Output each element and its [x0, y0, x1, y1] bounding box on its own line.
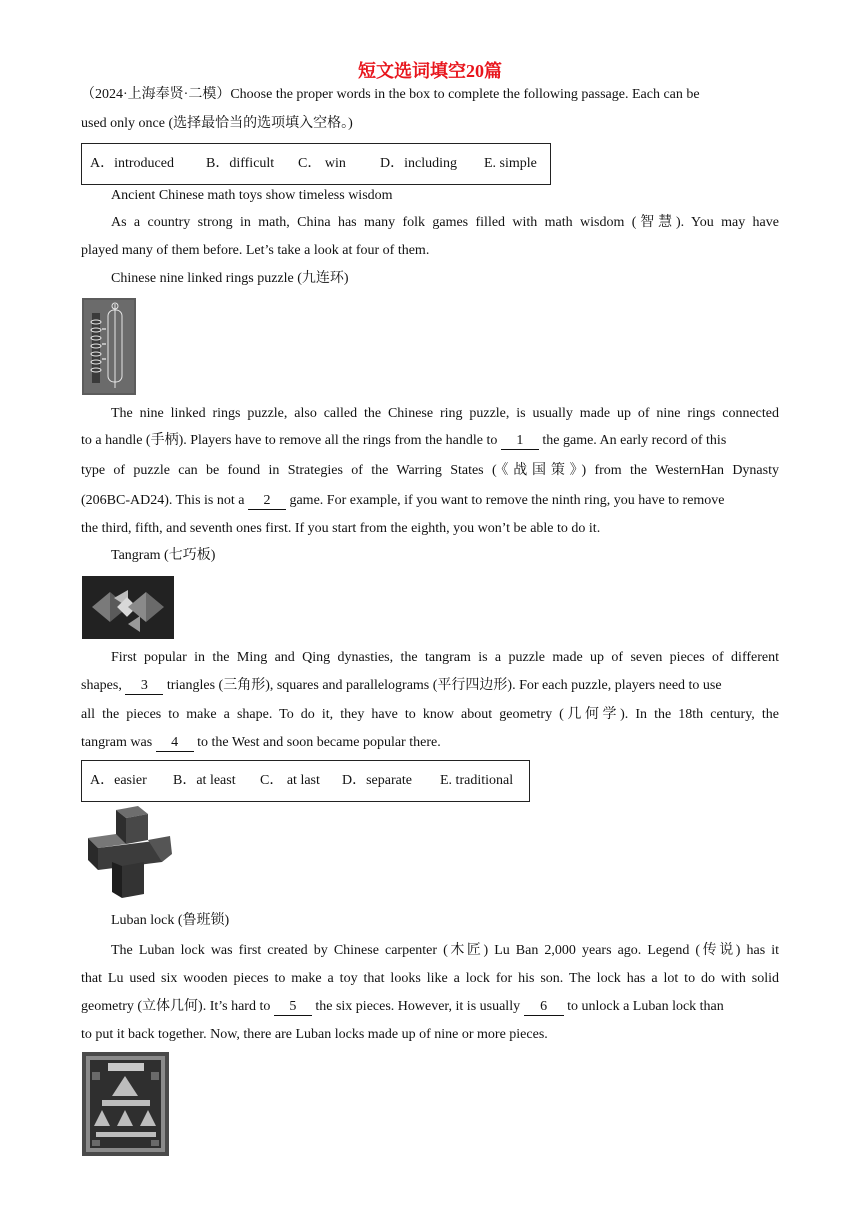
- nine-rings-image: [82, 298, 136, 395]
- luban-lock-image: [82, 804, 178, 901]
- para2-text-4b: game. For example, if you want to remove the ninth ring, you have to remove: [289, 493, 725, 508]
- instructions-line-1: [81, 85, 779, 105]
- option-e-simple: E. simple: [484, 156, 537, 171]
- blank-2[interactable]: 2: [248, 493, 286, 510]
- para4-text-3b: the six pieces. However, it is usually: [315, 999, 521, 1014]
- heading-luban-lock: Luban lock (鲁班锁): [111, 913, 230, 928]
- para4-text-3c: to unlock a Luban lock than: [567, 999, 724, 1014]
- para2-line-5: the third, fifth, and seventh ones first. If you start from the eighth, you won’t be able to do it.: [81, 521, 601, 536]
- para2-text-4a: (206BC-AD24). This is not a: [81, 493, 245, 508]
- option-e-traditional: E. traditional: [440, 773, 514, 788]
- para1-line-2: played many of them before. Let’s take a look at four of them.: [81, 243, 430, 258]
- option-b-difficult: B．difficult: [206, 156, 275, 171]
- para4-text-3a: geometry (立体几何). It’s hard to: [81, 999, 271, 1014]
- para3-text-4b: to the West and soon became popular there.: [197, 735, 441, 750]
- option-a-easier: A．easier: [90, 773, 147, 788]
- para3-line-3: all the pieces to make a shape. To do it, they have to know about geometry (几何学). In the 18th century, the: [81, 707, 779, 722]
- instructions-text: Choose the proper words in the box to complete the following passage. Each can be: [230, 87, 700, 102]
- para3-line-4: [81, 733, 779, 753]
- para3-text-4a: tangram was: [81, 735, 153, 750]
- blank-5[interactable]: 5: [274, 999, 312, 1016]
- para3-line-2: [81, 676, 779, 696]
- blank-1[interactable]: 1: [501, 433, 539, 450]
- passage-title: Ancient Chinese math toys show timeless wisdom: [111, 188, 393, 203]
- option-a-introduced: A．introduced: [90, 156, 174, 171]
- para1-line-1: As a country strong in math, China has many folk games filled with math wisdom (智慧). You may have: [111, 215, 779, 230]
- option-d-separate: D．separate: [342, 773, 412, 788]
- para2-text-2a: to a handle (手柄). Players have to remove all the rings from the handle to: [81, 433, 498, 448]
- blank-6[interactable]: 6: [524, 999, 564, 1016]
- document-title: 短文选词填空20篇: [358, 61, 502, 81]
- para3-text-2a: shapes,: [81, 678, 122, 693]
- instructions-line-2: used only once (选择最恰当的选项填入空格。): [81, 116, 353, 131]
- blank-3[interactable]: 3: [125, 678, 163, 695]
- heading-nine-rings: Chinese nine linked rings puzzle (九连环): [111, 271, 349, 286]
- para2-line-3: type of puzzle can be found in Strategies of the Warring States (《战国策》) from the WesternHan Dynasty: [81, 463, 779, 478]
- puzzle-board-image: [82, 1052, 169, 1156]
- para4-line-4: to put it back together. Now, there are Luban locks made up of nine or more pieces.: [81, 1027, 548, 1042]
- option-c-win: C． win: [298, 156, 346, 171]
- para4-line-1: The Luban lock was first created by Chinese carpenter (木匠) Lu Ban 2,000 years ago. Legend (传说) has it: [111, 943, 779, 958]
- option-c-at-last: C． at last: [260, 773, 320, 788]
- para2-text-2b: the game. An early record of this: [542, 433, 727, 448]
- tangram-image: [82, 576, 174, 639]
- option-b-at-least: B．at least: [173, 773, 236, 788]
- option-d-including: D．including: [380, 156, 457, 171]
- source-tag: （2024·上海奉贤·二模）: [81, 87, 231, 102]
- para3-text-2b: triangles (三角形), squares and parallelograms (平行四边形). For each puzzle, players need to use: [166, 678, 722, 693]
- para4-line-2: that Lu used six wooden pieces to make a toy that looks like a lock for his son. The lock has a lot to do with solid: [81, 971, 779, 986]
- heading-tangram: Tangram (七巧板): [111, 548, 216, 563]
- para2-line-2: [81, 431, 779, 451]
- blank-4[interactable]: 4: [156, 735, 194, 752]
- word-box-2: [81, 760, 530, 802]
- para4-line-3: [81, 997, 779, 1017]
- para3-line-1: First popular in the Ming and Qing dynasties, the tangram is a puzzle made up of seven pieces of different: [111, 650, 779, 665]
- word-box-1: [81, 143, 551, 185]
- para2-line-1: The nine linked rings puzzle, also called the Chinese ring puzzle, is usually made up of nine rings connected: [111, 406, 779, 421]
- para2-line-4: [81, 491, 779, 511]
